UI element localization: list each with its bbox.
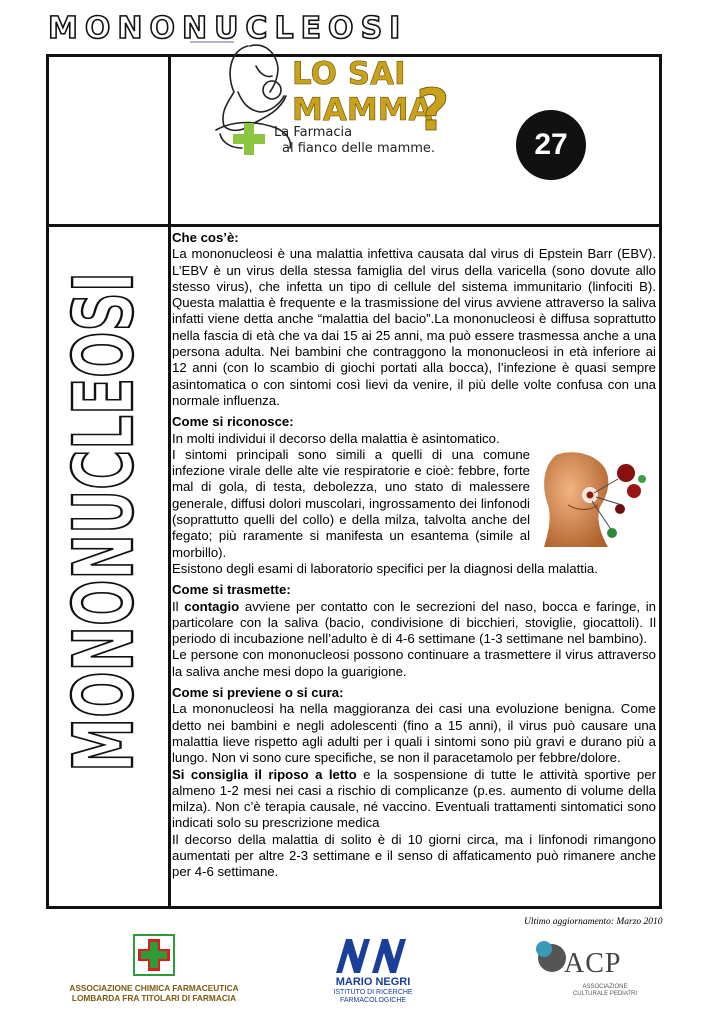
section-title-prevent: Come si previene o si cura: [172,685,344,701]
section-what-text: La mononucleosi è una malattia infettiva causata dal virus di Epstein Barr (EBV). L’EBV è un virus della stessa famiglia del virus della varicella (sono dovute allo stesso virus), che infetta un tipo di cellule del sistema immunitario (linfociti B). Questa malattia è frequente e la trasmissione del virus avviene attraverso la saliva infatti viene detta anche “malattia del bacio”.La mononucleosi è diffusa soprattutto nella fascia di età che va dai 15 ai 25 anni, ma può essere trasmessa anche a una persona adulta. Nei bambini che contraggono la mononucleosi in età inferiore ai 12 anni (con lo scambio di giochi portati alla bocca), l’infezione è quasi sempre asintomatica o con sintomi così lievi da venire, il più delle volte confusa con una normale influenza. [172,246,656,408]
side-vertical-title [34,260,164,780]
main-text [172,230,656,881]
logo-question-mark: ? [416,76,450,144]
sheet-number-badge: 27 [516,110,586,180]
section-prevent-text3: Il decorso della malattia di solito è di 10 giorni circa, ma i linfonodi rimangono aumentati per altre 2-3 settimane e il senso di affaticamento può rimanere anche per 4-6 settimane. [172,831,656,880]
transmit-prefix: Il [172,598,185,614]
section-title-transmit: Come si trasmette: [172,582,291,598]
transmit-keyword: contagio [184,598,240,614]
frame-divider-horizontal-left [49,224,168,227]
section-prevent-text1: La mononucleosi ha nella maggioranza dei casi una evoluzione benigna. Come detto nei bambini e negli adolescenti (fino a 15 anni), il virus può causare una malattia lieve rispetto agli adulti per i quali i sintomi sono più gravi e durano più a lungo. Non vi sono cure specifiche, se non il paracetamolo per febbre/dolore. [172,701,656,766]
footer-logo-mario-negri [328,933,418,1013]
page-title-text: MONONUCLEOSI [48,11,408,46]
neck-lymph-node-image [538,449,656,549]
footer-logo-pharmacy-association [64,933,244,1013]
logo-line2: MAMMA [292,92,433,128]
lo-sai-mamma-logo [190,30,460,155]
footer-logo1-caption [64,983,244,1003]
transmit-rest: avviene per contatto con le secrezioni del naso, bocca e faringe, in particolare con la saliva (bacio, condivisione di bicchieri, stoviglie, giocattoli). Il periodo di incubazione nell’adulto è di 4-6 settimane (1-3 settimane nel bambino). [172,598,656,647]
section-recognize-text1: In molti individui il decorso della malattia è asintomatico. [172,430,500,446]
last-updated: Ultimo aggiornamento: Marzo 2010 [524,917,663,927]
footer-logo2-sub2: FARMACOLOGICHE [339,997,407,1004]
section-transmit-text2: Le persone con mononucleosi possono continuare a trasmettere il virus attraverso la saliva anche mesi dopo la guarigione. [172,647,656,679]
side-title-svg [34,260,164,780]
footer-logo3-sub2: CULTURALE PEDIATRI [572,991,638,997]
logo-line1: LO SAI [292,56,406,92]
section-recognize-text3: Esistono degli esami di laboratorio specifici per la diagnosi della malattia. [172,560,598,576]
section-title-what: Che cos’è: [172,230,239,245]
neck-lymph-node-icon [538,449,656,549]
mario-negri-logo-icon [328,933,418,977]
logo-tagline1: La Farmacia [274,125,353,140]
footer-logo1-line2: LOMBARDA FRA TITOLARI DI FARMACIA [71,993,237,1003]
section-transmit-text1 [172,599,656,648]
frame-divider-vertical [168,57,171,906]
section-title-recognize: Come si riconosce: [172,414,294,430]
section-recognize-text2: I sintomi principali sono simili a quelli di una comune infezione virale delle alte vie respiratorie e cioè: febbre, forte mal di gola, di testa, debolezza, uno stato di malessere generale, diffusi dolori muscolari, ingrossamento dei linfonodi (soprattutto quelli del collo) e della milza, talvolta anche del fegato; più raramente si manifesta un esantema (simile al morbillo). [172,446,530,560]
prevent-keyword: Si consiglia il riposo a letto [172,766,357,782]
footer-logo3-sub [560,984,650,998]
side-title-text: MONONUCLEOSI [57,260,152,772]
prevent-rest: e la sospensione di tutte le attività sportive per almeno 1-2 mesi nei casi a rischio di complicanze (p.es. aumento di volume della milza). Non c’è terapia causale, né vaccino. Eventuali trattamenti sintomatici sono indicati solo su prescrizione medica [172,766,656,831]
footer-logo-acp [530,936,650,1006]
footer-logo2-sub [328,989,418,1005]
frame-divider-horizontal [168,224,659,227]
mother-child-illustration-icon [190,30,460,155]
footer-logo3-name: ACP [564,948,622,979]
section-prevent-text2 [172,767,656,832]
logo-tagline2: al fianco delle mamme. [282,141,436,155]
pharmacy-cross-icon [64,933,244,983]
footer-logo2-sub1: ISTITUTO DI RICERCHE [333,989,413,996]
footer-logo1-line1: ASSOCIAZIONE CHIMICA FARMACEUTICA [69,983,239,993]
green-cross-icon [233,123,265,155]
footer-logo3-sub1: ASSOCIAZIONE [582,984,628,990]
footer-logo2-name: MARIO NEGRI [335,976,411,988]
